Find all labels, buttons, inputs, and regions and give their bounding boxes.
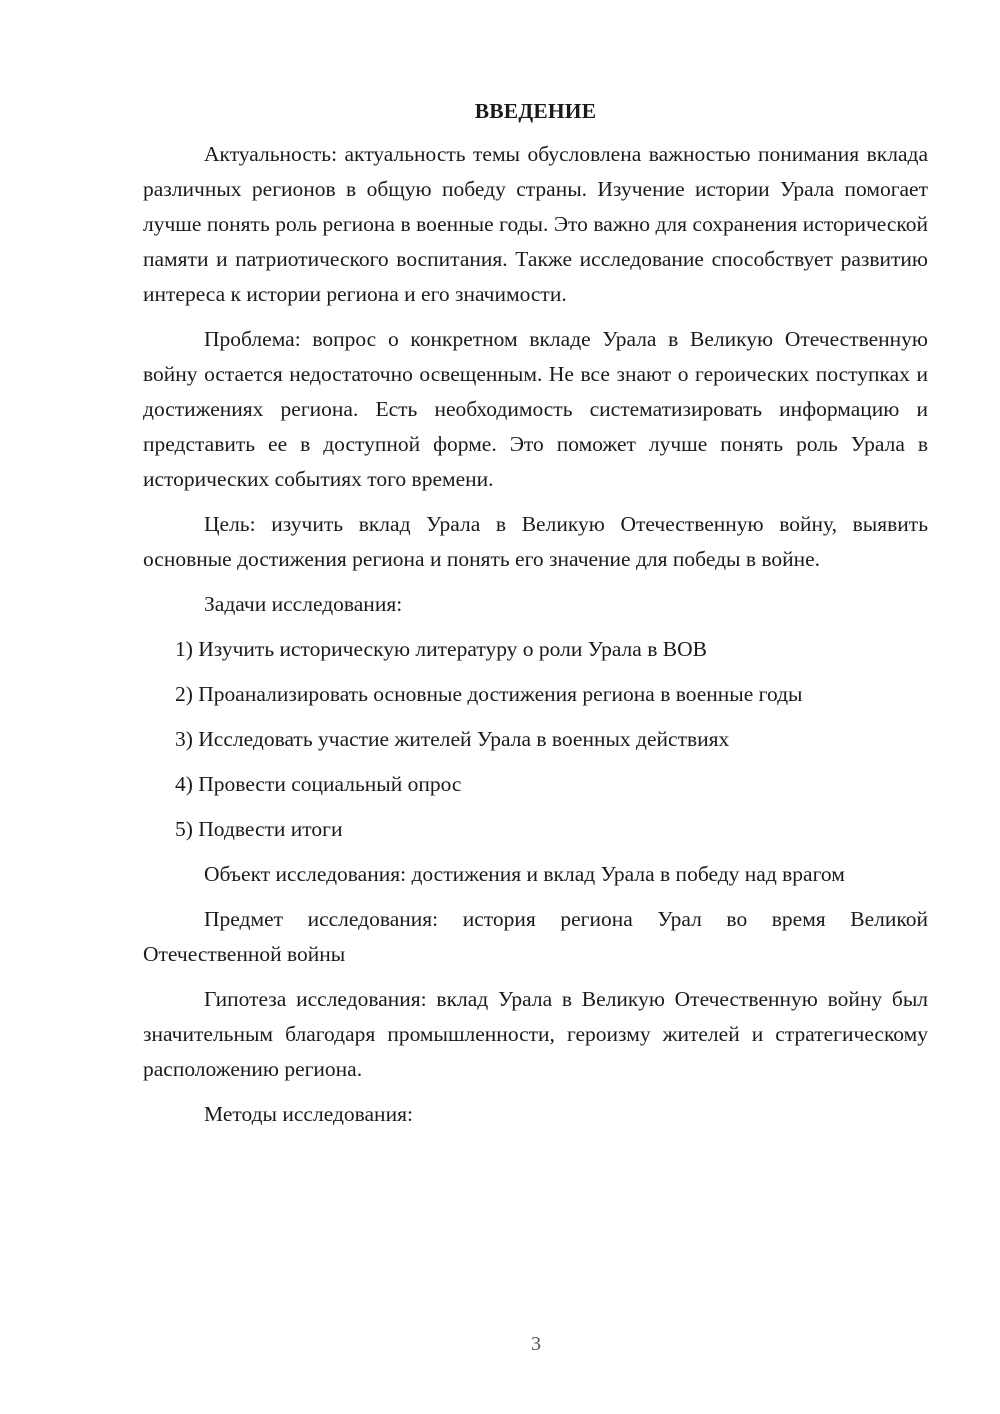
page-number: 3 (531, 1333, 541, 1355)
problem-paragraph: Проблема: вопрос о конкретном вкладе Урала в Великую Отечественную войну остается недостаточно освещенным. Не все знают о героических поступках и достижениях региона. Есть необходимость систематизировать информацию и представить ее в доступной форме. Это поможет лучше понять роль Урала в исторических событиях того времени. (143, 327, 928, 491)
task-item: 4) Провести социальный опрос (175, 772, 462, 796)
relevance-paragraph: Актуальность: актуальность темы обусловлена важностью понимания вклада различных регионов в общую победу страны. Изучение истории Урала помогает лучше понять роль региона в военные годы. Это важно для сохранения исторической памяти и патриотического воспитания. Также исследование способствует развитию интереса к истории региона и его значимости. (143, 142, 928, 306)
tasks-heading: Задачи исследования: (204, 592, 403, 616)
document-page (143, 94, 928, 1142)
subject-paragraph: Предмет исследования: история региона Урал во время Великой Отечественной войны (143, 907, 928, 966)
page-title: ВВЕДЕНИЕ (474, 99, 597, 123)
task-item: 1) Изучить историческую литературу о роли Урала в ВОВ (175, 637, 707, 661)
task-item: 5) Подвести итоги (175, 817, 343, 841)
goal-paragraph: Цель: изучить вклад Урала в Великую Отечественную войну, выявить основные достижения региона и понять его значение для победы в войне. (143, 512, 928, 571)
task-item: 2) Проанализировать основные достижения региона в военные годы (175, 682, 803, 706)
hypothesis-paragraph: Гипотеза исследования: вклад Урала в Великую Отечественную войну был значительным благодаря промышленности, героизму жителей и стратегическому расположению региона. (143, 987, 928, 1081)
tasks-list (143, 632, 928, 847)
task-item: 3) Исследовать участие жителей Урала в военных действиях (175, 727, 730, 751)
methods-heading: Методы исследования: (204, 1102, 413, 1126)
object-paragraph: Объект исследования: достижения и вклад Урала в победу над врагом (204, 862, 845, 886)
